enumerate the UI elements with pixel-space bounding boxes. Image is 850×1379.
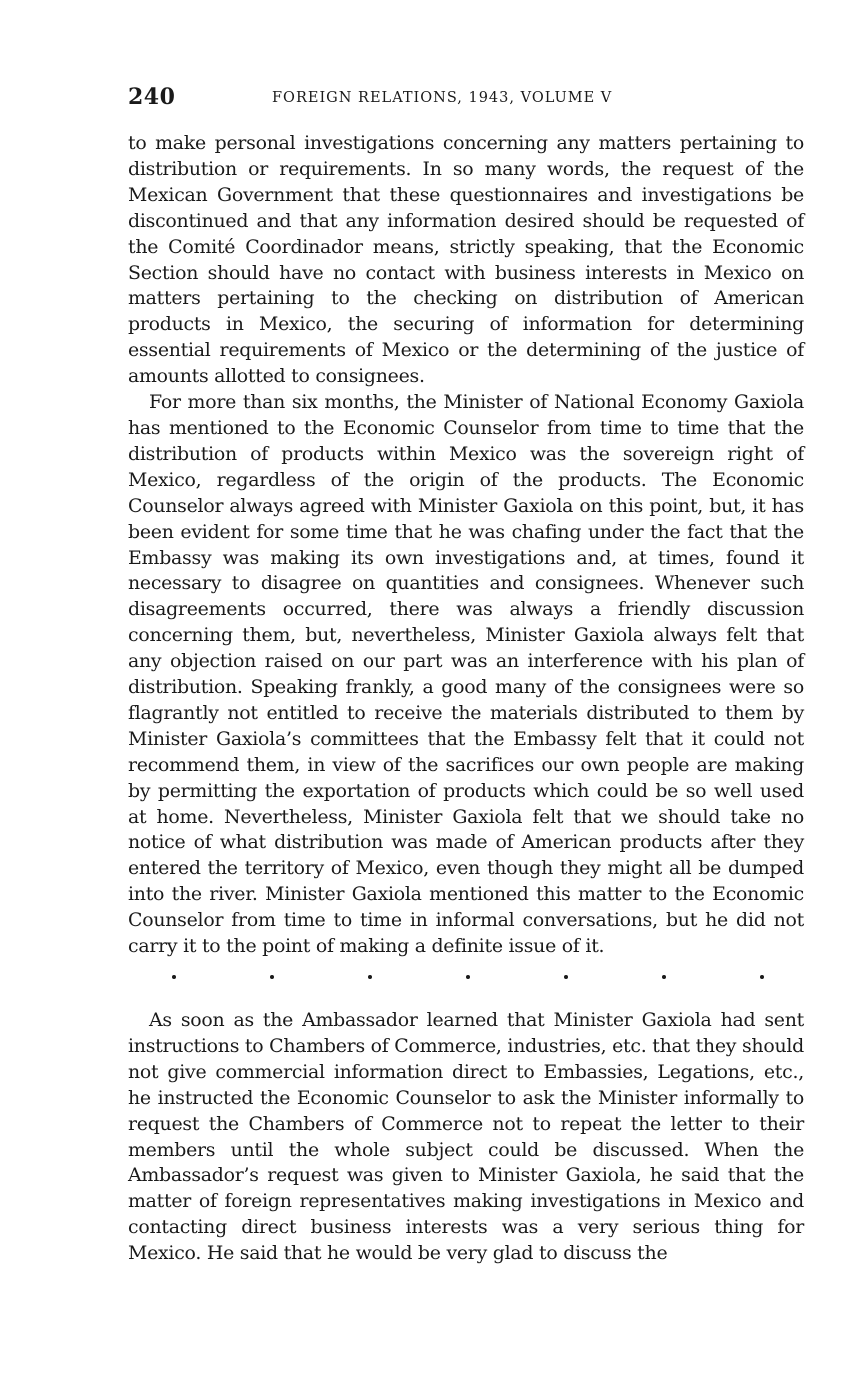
ellipsis-dot — [662, 975, 666, 979]
paragraph-continuation: to make personal investigations concerning any matters pertaining to distribution or requirements. In so many words, the request of the Mexican Government that these questionnaires and investigations be discontinued and that any information desired should be requested of the Comité Coordinador means, strictly speaking, that the Economic Section should have no contact with business interests in Mexico on matters pertaining to the checking on distribution of American products in Mexico, the securing of information for determining essential requirements of Mexico or the determining of the justice of amounts allotted to consignees. — [128, 132, 804, 388]
ellipsis-dot — [270, 975, 274, 979]
omission-ellipsis — [128, 962, 804, 992]
document-page — [128, 84, 804, 1267]
ellipsis-dot — [466, 975, 470, 979]
ellipsis-dot — [172, 975, 176, 979]
body-text — [128, 131, 804, 1267]
paragraph-ambassador: As soon as the Ambassador learned that Minister Gaxiola had sent instructions to Chambers of Commerce, industries, etc. that they should not give commercial information direct to Embassies, Legations, etc., he instructed the Economic Counselor to ask the Minister informally to request the Chambers of Commerce not to repeat the letter to their members until the whole subject could be discussed. When the Ambassador’s request was given to Minister Gaxiola, he said that the matter of foreign representatives making investigations in Mexico and contacting direct business interests was a very serious thing for Mexico. He said that he would be very glad to discuss the — [128, 1009, 804, 1265]
ellipsis-dot — [368, 975, 372, 979]
page-number: 240 — [128, 84, 176, 110]
running-head: FOREIGN RELATIONS, 1943, VOLUME V — [272, 90, 613, 106]
ellipsis-dot — [760, 975, 764, 979]
paragraph-distribution: For more than six months, the Minister of National Economy Gaxiola has mentioned to the Economic Counselor from time to time that the distribution of products within Mexico was the sovereign right of Mexico, regardless of the origin of the products. The Economic Counselor always agreed with Minister Gaxiola on this point, but, it has been evident for some time that he was chafing under the fact that the Embassy was making its own investigations and, at times, found it necessary to disagree on quantities and consignees. Whenever such disagreements occurred, there was always a friendly discussion concerning them, but, nevertheless, Minister Gaxiola always felt that any objection raised on our part was an interference with his plan of distribution. Speaking frankly, a good many of the consignees were so flagrantly not entitled to receive the materials distributed to them by Minister Gaxiola’s committees that the Embassy felt that it could not recommend them, in view of the sacrifices our own people are making by permitting the exportation of products which could be so well used at home. Nevertheless, Minister Gaxiola felt that we should take no notice of what distribution was made of American products after they entered the territory of Mexico, even though they might all be dumped into the river. Minister Gaxiola mentioned this matter to the Economic Counselor from time to time in informal conversations, but he did not carry it to the point of making a definite issue of it. — [128, 391, 804, 958]
page-header — [128, 84, 804, 118]
ellipsis-dot — [564, 975, 568, 979]
